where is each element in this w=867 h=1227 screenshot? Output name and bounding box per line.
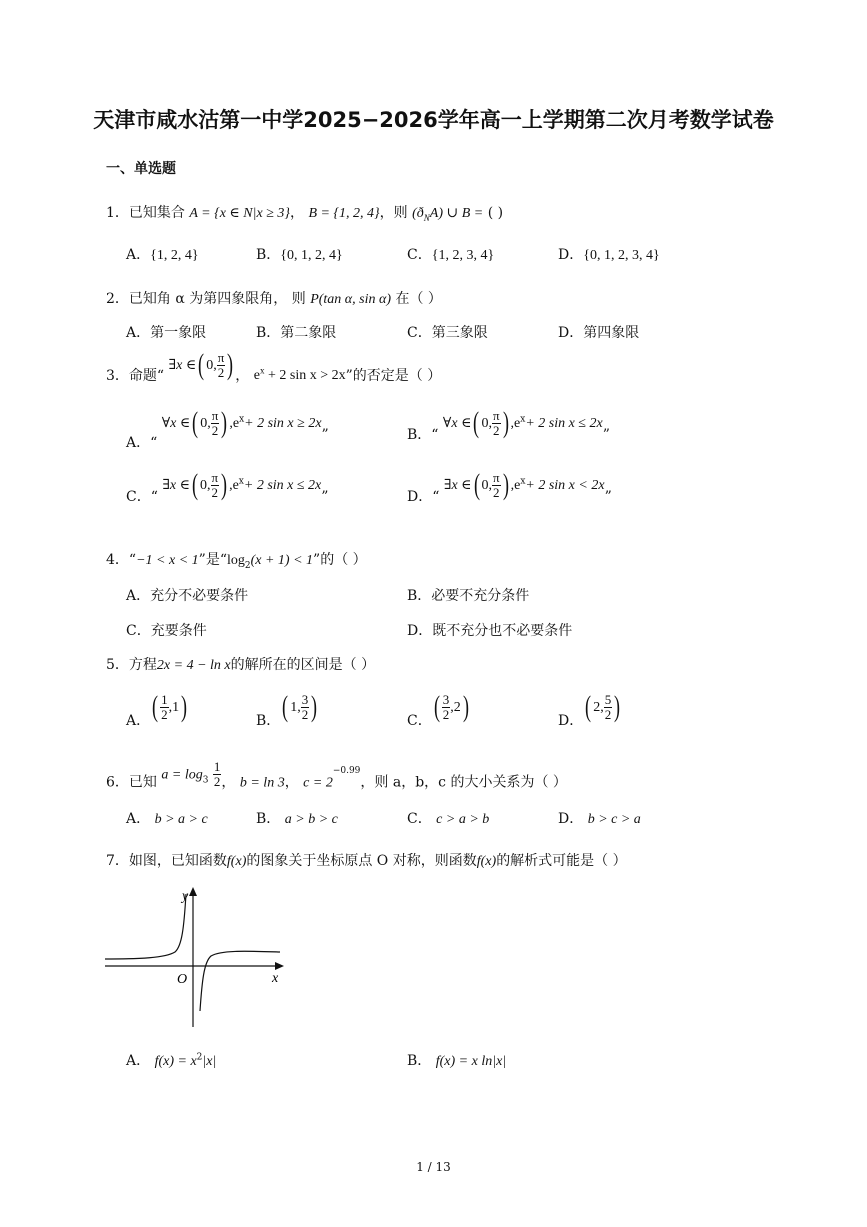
question-5: 5．方程2x = 4 − ln x的解所在的区间是（ ） <box>106 657 376 673</box>
q4-option-a[interactable]: A．充分不必要条件 <box>126 588 249 604</box>
q1-expr: $(ð_NA)$ ∪ B = <box>412 206 484 223</box>
q2-text: 已知角 α 为第四象限角， 则 <box>128 291 306 307</box>
q3-condition: $e^x + 2$ sin x > 2x <box>253 365 346 384</box>
q4-option-c[interactable]: C．充要条件 <box>126 623 207 639</box>
q4-option-b[interactable]: B．必要不充分条件 <box>407 588 530 604</box>
curve-right-branch <box>200 951 280 1011</box>
q5-equation: 2x = 4 − ln x <box>156 658 231 673</box>
q5-option-c[interactable]: C．( $\frac{3}{2}$ ,2) <box>407 690 469 729</box>
q7-option-a[interactable]: A． $f(x) = x^2|x|$ <box>126 1052 217 1069</box>
question-7: 7．如图，已知函数f(x)的图象关于坐标原点 O 对称，则函数f(x)的解析式可能是（ ） <box>106 853 627 869</box>
q6-option-b[interactable]: B． a > b > c <box>256 811 338 827</box>
q1-set-a: A = {x ∈ N|x ≥ 3} <box>189 206 290 221</box>
q3-option-d[interactable]: D．“ ∃x ∈( 0, $\frac{\pi}{2}$ ) $,e^x+ 2$ sin x < 2x” <box>407 468 612 505</box>
question-6: 6．已知 $a = \log_3$ $\frac{1}{2}$ ， b = ln 3， $c = 2^{-0.99}$，则 a，b，c 的大小关系为（ ） <box>106 759 567 791</box>
q3-option-c[interactable]: C．“ ∃x ∈( 0, $\frac{\pi}{2}$ ) $,e^x+ 2$ sin x ≤ 2x” <box>126 468 329 505</box>
q6-option-d[interactable]: D． b > c > a <box>558 811 641 827</box>
q5-option-a[interactable]: A．( $\frac{1}{2}$ ,1) <box>126 690 188 729</box>
q5-option-d[interactable]: D．( 2, $\frac{5}{2}$ ) <box>558 690 621 729</box>
q2-option-b[interactable]: B．第二象限 <box>256 325 337 341</box>
page-number: 1 / 13 <box>416 1160 451 1174</box>
q6-option-c[interactable]: C． c > a > b <box>407 811 490 827</box>
q3-option-a[interactable]: A．“ ∀x ∈( 0, $\frac{\pi}{2}$ ) $,e^x+ 2$ sin x ≥ 2x” <box>126 406 329 451</box>
q7-option-b[interactable]: B． f(x) = x ln|x| <box>407 1053 507 1069</box>
q1-option-b[interactable]: B．{0, 1, 2, 4} <box>256 247 343 263</box>
function-graph <box>100 882 290 1032</box>
q2-option-d[interactable]: D．第四象限 <box>558 325 640 341</box>
origin-label: O <box>177 972 188 987</box>
x-label: x <box>272 971 279 986</box>
y-label: y <box>182 889 189 904</box>
q1-option-d[interactable]: D．{0, 1, 2, 3, 4} <box>558 247 660 263</box>
q4-option-d[interactable]: D．既不充分也不必要条件 <box>407 623 573 639</box>
question-2: 2．已知角 α 为第四象限角， 则 P(tan α, sin α) 在（ ） <box>106 291 442 307</box>
x-axis-arrow <box>275 962 284 970</box>
q2-end: 在（ ） <box>395 291 442 307</box>
q1-option-c[interactable]: C．{1, 2, 3, 4} <box>407 247 495 263</box>
question-3: 3．命题“ ∃x ∈( 0, $\frac{\pi}{2}$ ) ， $e^x + 2$ sin x > 2x”的否定是（ ） <box>106 348 442 384</box>
q2-option-a[interactable]: A．第一象限 <box>126 325 207 341</box>
q1-then: ，则 <box>379 205 408 221</box>
q1-number: 1． <box>106 205 129 221</box>
q1-text: 已知集合 <box>128 205 185 221</box>
curve-left-branch <box>105 894 186 959</box>
q2-point: P(tan α, sin α) <box>310 292 391 307</box>
q2-option-c[interactable]: C．第三象限 <box>407 325 488 341</box>
q3-option-b[interactable]: B．“ ∀x ∈( 0, $\frac{\pi}{2}$ ) $,e^x+ 2$ sin x ≤ 2x” <box>407 406 610 443</box>
y-axis-arrow <box>189 887 197 896</box>
q1-option-a[interactable]: A．{1, 2, 4} <box>126 247 199 263</box>
q1-paren: ( ) <box>487 205 504 221</box>
q5-option-b[interactable]: B．( 1, $\frac{3}{2}$ ) <box>256 690 318 729</box>
question-1: 1．已知集合 A = {x ∈ N|x ≥ 3}， B = {1, 2, 4}，则 $(ð_NA)$ ∪ B = ( ) <box>106 205 504 223</box>
q1-set-b: B = {1, 2, 4} <box>308 206 380 221</box>
q6-option-a[interactable]: A． b > a > c <box>126 811 208 827</box>
page-title: 天津市咸水沽第一中学2025−2026学年高一上学期第二次月考数学试卷 <box>93 108 774 132</box>
question-4: 4．“−1 < x < 1”是“$\log_2(x + 1) < 1$”的（ ） <box>106 552 367 571</box>
section-heading: 一、单选题 <box>106 161 176 177</box>
